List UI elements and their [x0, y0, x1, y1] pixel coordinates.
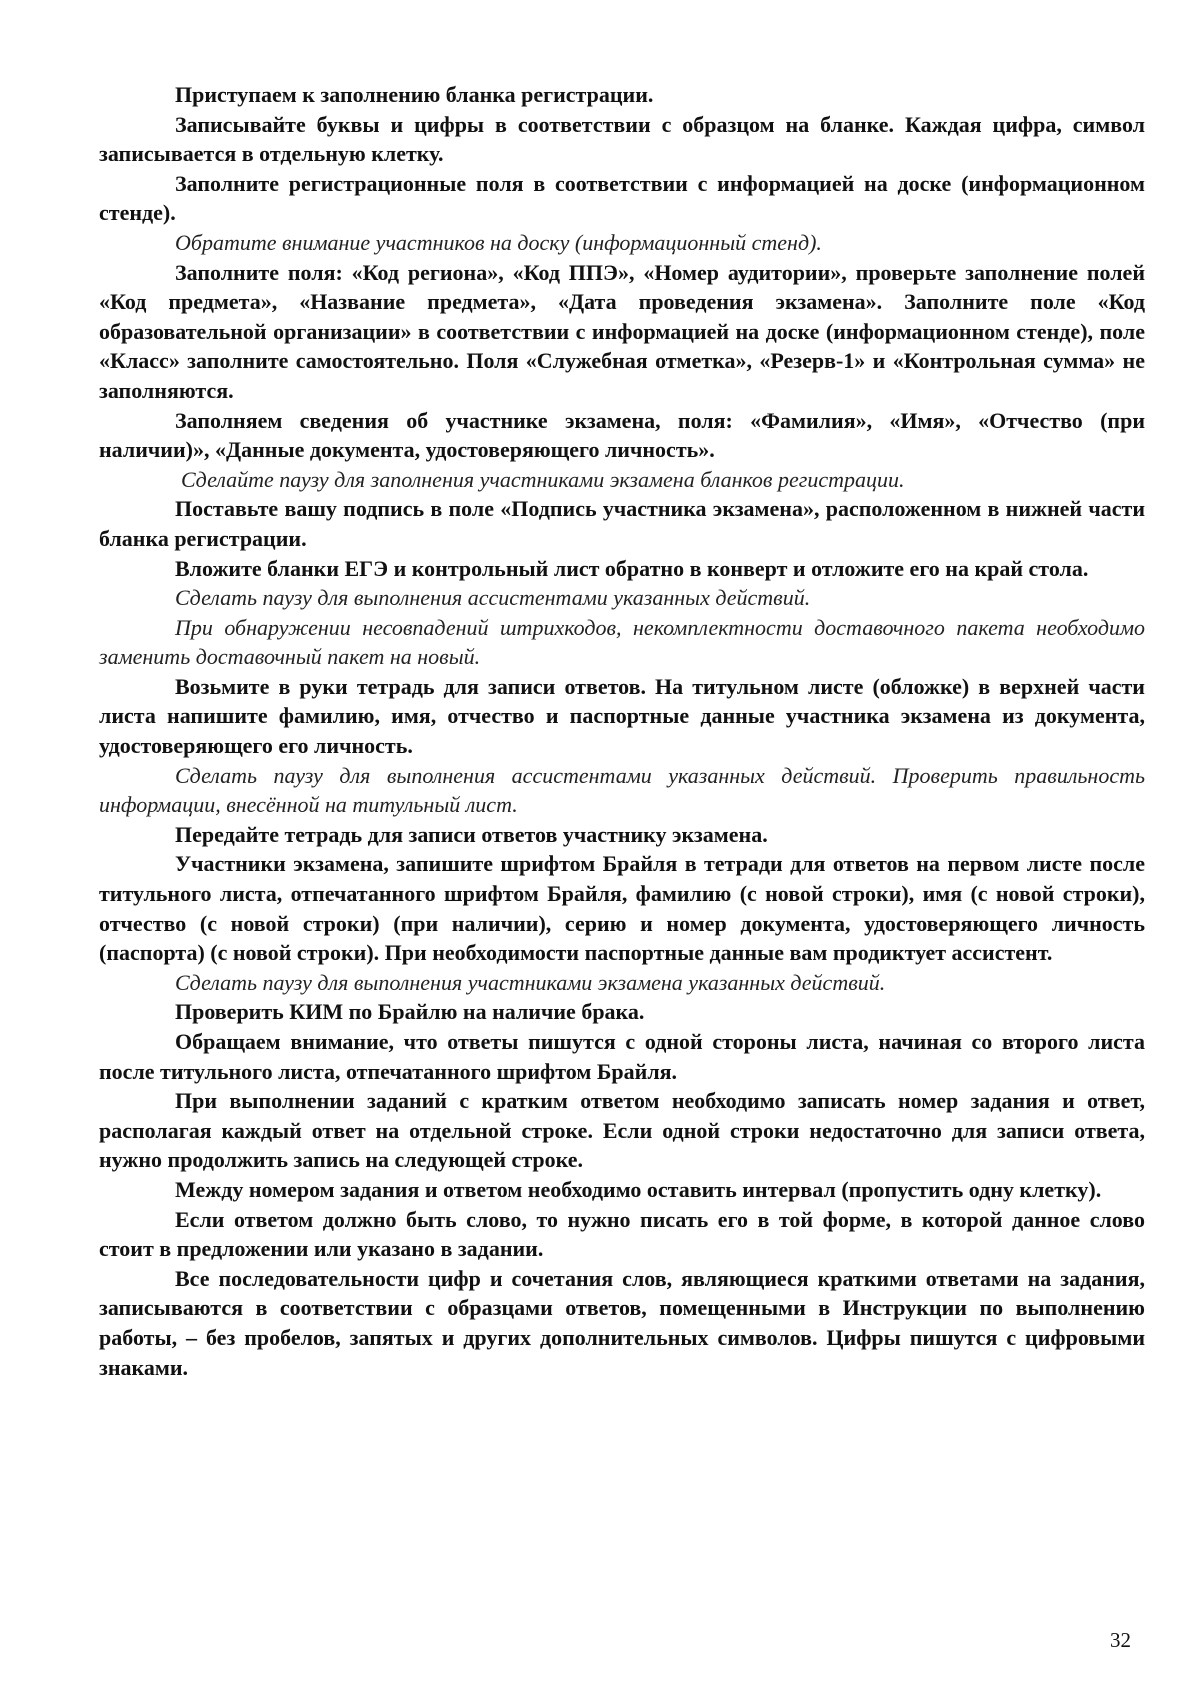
paragraph-check-kim: Проверить КИМ по Брайлю на наличие брака. — [175, 999, 645, 1025]
paragraph-region-fields: Заполните поля: «Код региона», «Код ППЭ», «Номер аудитории», проверьте заполнение полей «Код предмета», «Название предмета», «Дата проведения экзамена». Заполните поле «Код образовательной организации» в соответствии с информацией на доске (информационном стенде), поле «Класс» заполните самостоятельно. Поля «Служебная отметка», «Резерв-1» и «Контрольная сумма» не заполняются. — [99, 259, 1145, 403]
paragraph-interval: Между номером задания и ответом необходимо оставить интервал (пропустить одну клетку). — [175, 1176, 1102, 1202]
paragraph-write-letters: Записывайте буквы и цифры в соответствии с образцом на бланке. Каждая цифра, символ записывается в отдельную клетку. — [99, 111, 1145, 167]
document-body — [99, 80, 1145, 1382]
note-title-page-check: Сделать паузу для выполнения ассистентами указанных действий. Проверить правильность информации, внесённой на титульный лист. — [99, 762, 1145, 818]
paragraph-signature: Поставьте вашу подпись в поле «Подпись участника экзамена», расположенном в нижней части бланка регистрации. — [99, 496, 1145, 551]
note-barcode-mismatch: При обнаружении несовпадений штрихкодов, некомплектности доставочного пакета необходимо заменить доставочный пакет на новый. — [99, 614, 1145, 670]
note-assistant-pause: Сделать паузу для выполнения ассистентами указанных действий. — [175, 585, 811, 611]
paragraph-short-answers: При выполнении заданий с кратким ответом необходимо записать номер задания и ответ, располагая каждый ответ на отдельной строке. Если одной строки недостаточно для записи ответа, нужно продолжить запись на следующей строке. — [99, 1088, 1145, 1173]
note-registration-pause: Сделайте паузу для заполнения участниками экзамена бланков регистрации. — [181, 466, 905, 492]
paragraph-start-registration: Приступаем к заполнению бланка регистрации. — [175, 82, 654, 107]
paragraph-word-form: Если ответом должно быть слово, то нужно писать его в той форме, в которой данное слово стоит в предложении или указано в задании. — [99, 1206, 1145, 1262]
paragraph-envelope: Вложите бланки ЕГЭ и контрольный лист обратно в конверт и отложите его на край стола. — [175, 555, 1089, 581]
note-participant-pause: Сделать паузу для выполнения участниками экзамена указанных действий. — [175, 969, 886, 995]
paragraph-participant-info: Заполняем сведения об участнике экзамена, поля: «Фамилия», «Имя», «Отчество (при наличии)», «Данные документа, удостоверяющего личность». — [99, 407, 1145, 463]
paragraph-fill-registration-fields: Заполните регистрационные поля в соответствии с информацией на доске (информационном стенде). — [99, 170, 1145, 226]
paragraph-sequences: Все последовательности цифр и сочетания слов, являющиеся краткими ответами на задания, записываются в соответствии с образцами ответов, помещенными в Инструкции по выполнению работы, – без пробелов, запятых и других дополнительных символов. Цифры пишутся с цифровыми знаками. — [99, 1265, 1145, 1380]
note-board-attention: Обратите внимание участников на доску (информационный стенд). — [175, 229, 822, 255]
paragraph-answer-notebook: Возьмите в руки тетрадь для записи ответов. На титульном листе (обложке) в верхней части листа напишите фамилию, имя, отчество и паспортные данные участника экзамена из документа, удостоверяющего его личность. — [99, 673, 1145, 759]
paragraph-hand-notebook: Передайте тетрадь для записи ответов участнику экзамена. — [175, 821, 768, 847]
paragraph-braille-instructions: Участники экзамена, запишите шрифтом Брайля в тетради для ответов на первом листе после титульного листа, отпечатанного шрифтом Брайля, фамилию (с новой строки), имя (с новой строки), отчество (с новой строки) (при наличии), серию и номер документа, удостоверяющего личность (паспорта) (с новой строки). При необходимости паспортные данные вам продиктует ассистент. — [99, 851, 1145, 966]
paragraph-one-side: Обращаем внимание, что ответы пишутся с одной стороны листа, начиная со второго листа после титульного листа, отпечатанного шрифтом Брайля. — [99, 1029, 1145, 1084]
page-number: 32 — [1110, 1628, 1131, 1652]
